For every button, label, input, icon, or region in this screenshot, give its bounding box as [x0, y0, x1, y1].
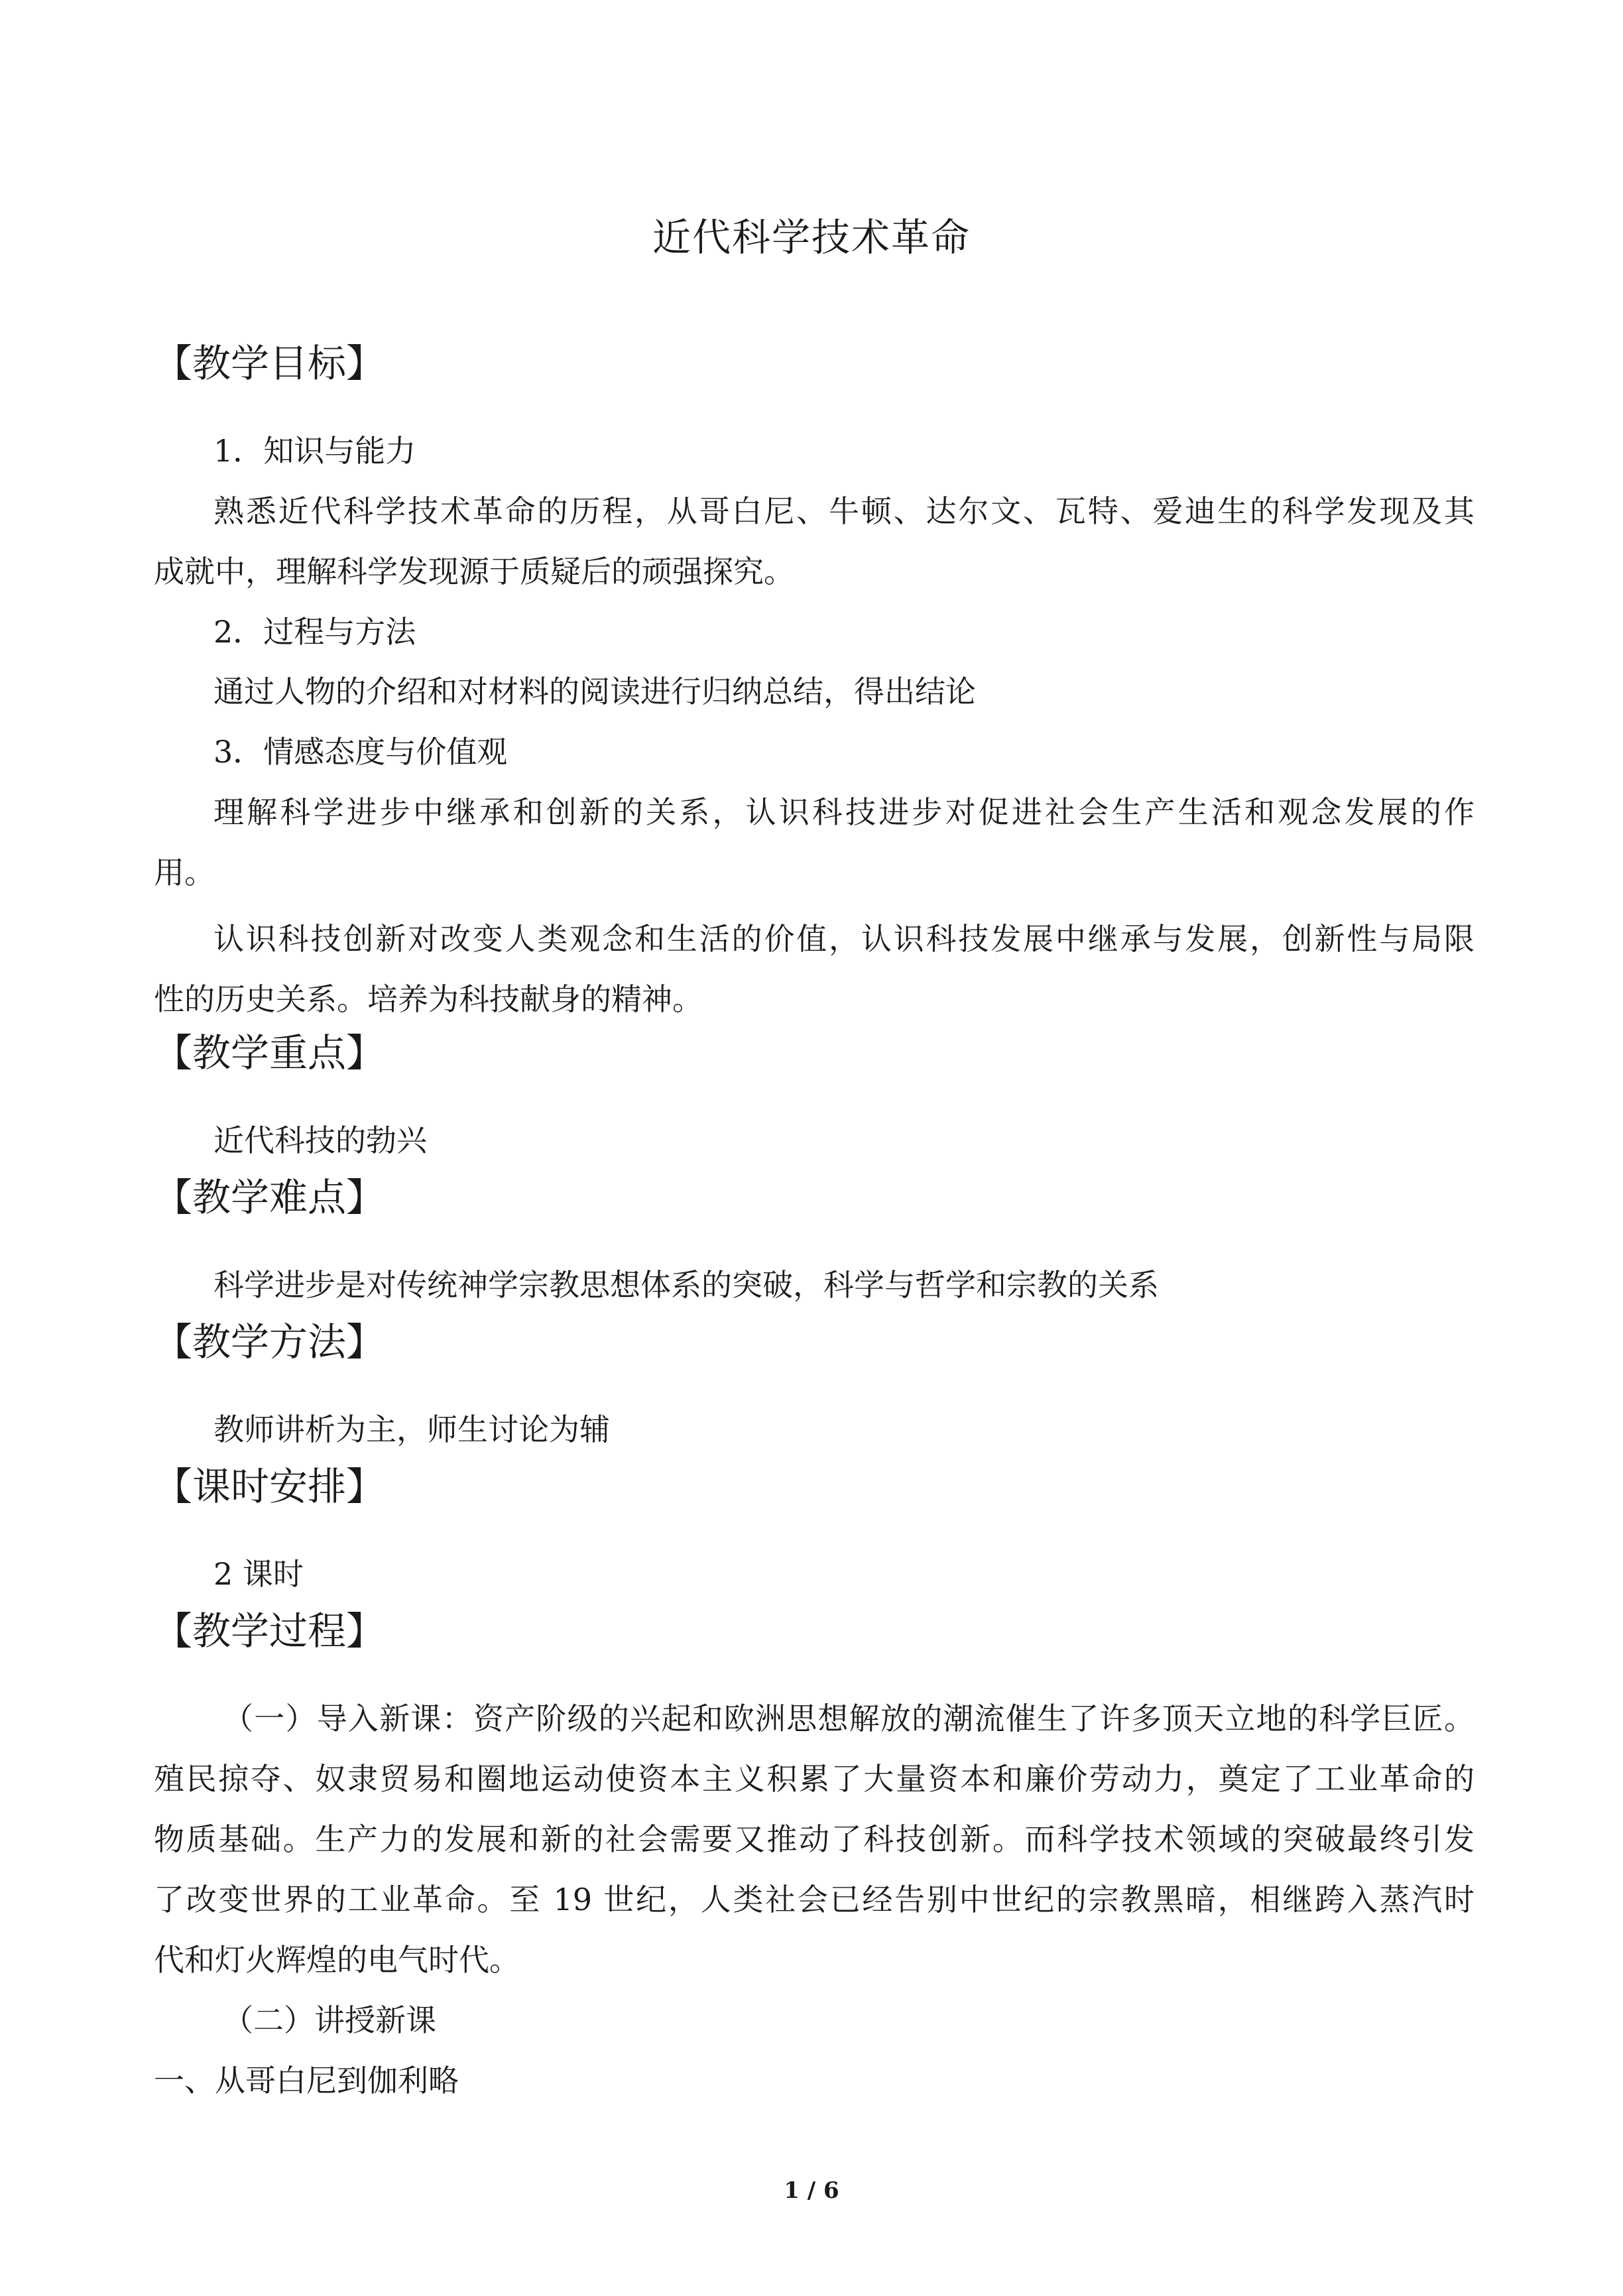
page-number: 1 / 6	[784, 2177, 839, 2204]
objective-3-p1-line2: 用。	[154, 855, 215, 890]
objective-2-text: 通过人物的介绍和对材料的阅读进行归纳总结，得出结论	[213, 674, 976, 709]
document-title: 近代科学技术革命	[652, 215, 971, 260]
objective-1-title: 1．知识与能力	[213, 433, 416, 469]
process-intro-line5: 代和灯火辉煌的电气时代。	[154, 1942, 520, 1978]
heading-difficulties: 【教学难点】	[154, 1175, 385, 1220]
objective-3-p2-line2: 性的历史关系。培养为科技献身的精神。	[154, 981, 703, 1017]
process-intro-line2: 殖民掠夺、奴隶贸易和圈地运动使资本主义积累了大量资本和廉价劳动力，奠定了工业革命的	[154, 1761, 1474, 1797]
objective-1-text-line1: 熟悉近代科学技术革命的历程，从哥白尼、牛顿、达尔文、瓦特、爱迪生的科学发现及其	[213, 493, 1474, 529]
objective-3-p1-line1: 理解科学进步中继承和创新的关系，认识科技进步对促进社会生产生活和观念发展的作	[213, 794, 1474, 830]
difficulties-text: 科学进步是对传统神学宗教思想体系的突破，科学与哲学和宗教的关系	[213, 1267, 1159, 1303]
heading-key-points: 【教学重点】	[154, 1030, 385, 1075]
heading-methods: 【教学方法】	[154, 1319, 385, 1364]
process-part2: （二）讲授新课	[223, 2002, 436, 2038]
objective-3-title: 3．情感态度与价值观	[213, 734, 508, 770]
objective-1-text-line2: 成就中，理解科学发现源于质疑后的顽强探究。	[154, 554, 794, 589]
process-subsection-1: 一、从哥白尼到伽利略	[154, 2063, 459, 2098]
process-intro-line1: （一）导入新课：资产阶级的兴起和欧洲思想解放的潮流催生了许多顶天立地的科学巨匠。	[223, 1701, 1474, 1736]
heading-process: 【教学过程】	[154, 1608, 385, 1654]
objective-2-title: 2．过程与方法	[213, 614, 416, 650]
schedule-text: 2 课时	[213, 1556, 304, 1592]
methods-text: 教师讲析为主，师生讨论为辅	[213, 1412, 610, 1447]
heading-schedule: 【课时安排】	[154, 1464, 385, 1509]
process-intro-line3: 物质基础。生产力的发展和新的社会需要又推动了科技创新。而科学技术领域的突破最终引发	[154, 1821, 1474, 1857]
key-points-text: 近代科技的勃兴	[213, 1122, 427, 1158]
process-intro-line4: 了改变世界的工业革命。至 19 世纪，人类社会已经告别中世纪的宗教黑暗，相继跨入蒸汽时	[154, 1882, 1474, 1917]
heading-objectives: 【教学目标】	[154, 341, 385, 386]
objective-3-p2-line1: 认识科技创新对改变人类观念和生活的价值，认识科技发展中继承与发展，创新性与局限	[213, 921, 1474, 957]
